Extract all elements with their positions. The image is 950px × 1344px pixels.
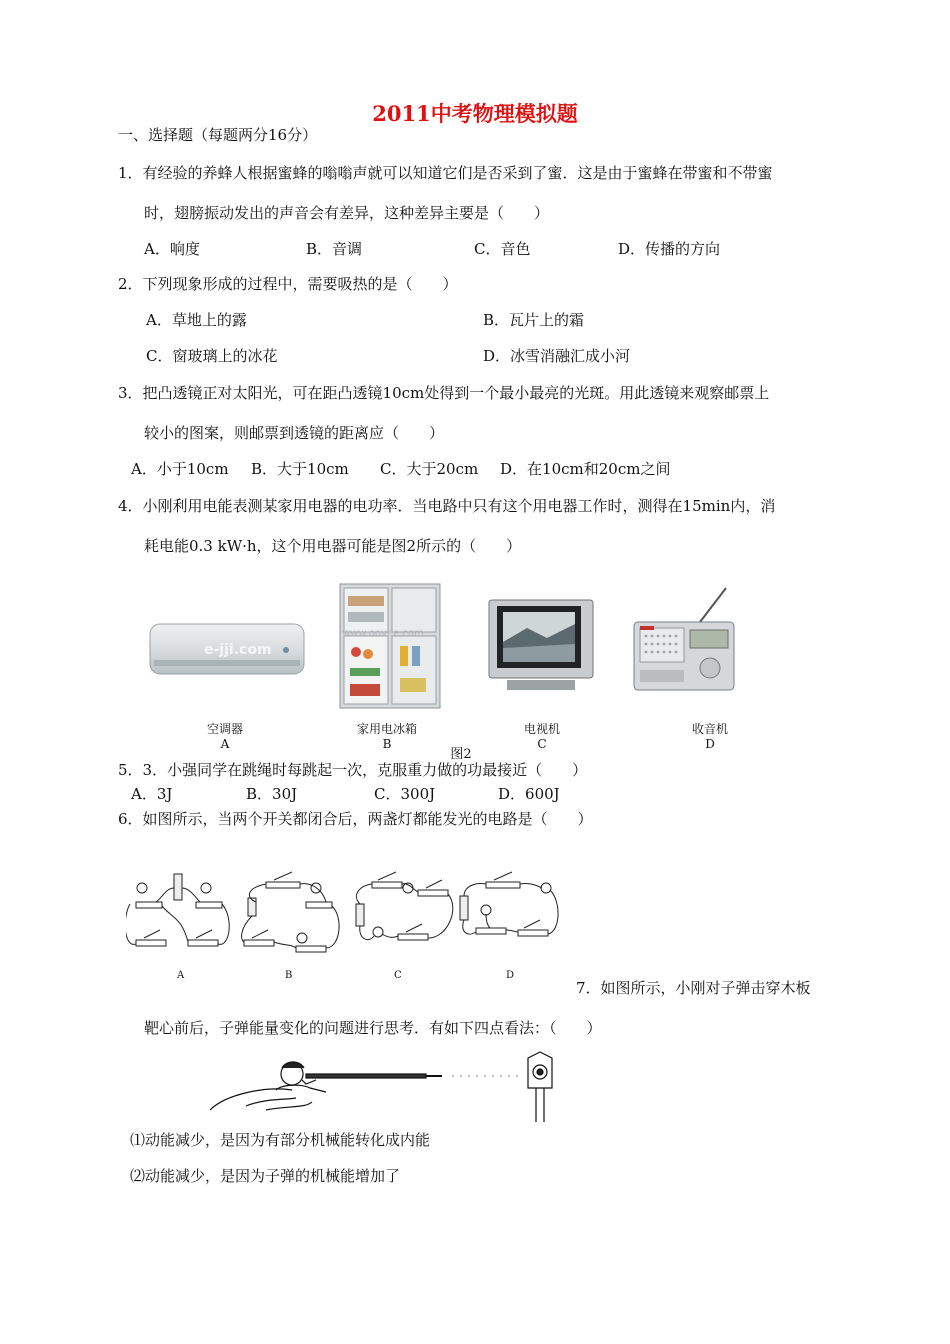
q1-option-d: D．传播的方向	[618, 240, 721, 258]
refrigerator-image	[338, 582, 448, 714]
q7-line1: 7．如图所示，小刚对子弹击穿木板	[576, 979, 811, 997]
circuit-diagrams	[126, 868, 576, 960]
q7-item-2: ⑵动能减少，是因为子弹的机械能增加了	[130, 1167, 401, 1185]
circuit-label-a: A	[177, 970, 185, 981]
q2-option-c: C．窗玻璃上的冰花	[146, 347, 278, 365]
q1-option-a: A．响度	[144, 240, 200, 258]
page-title: 2011中考物理模拟题	[372, 101, 578, 126]
appliance-c-letter: C	[537, 737, 547, 751]
q5-option-c: C．300J	[374, 785, 436, 803]
circuit-d	[460, 872, 558, 936]
q2-option-d: D．冰雪消融汇成小河	[483, 347, 631, 365]
q2-stem: 2．下列现象形成的过程中，需要吸热的是（ ）	[118, 275, 458, 293]
q4-line2: 耗电能0.3 kW·h，这个用电器可能是图2所示的（ ）	[144, 537, 522, 555]
air-conditioner-image	[148, 620, 308, 680]
air-conditioner-watermark: e-jji.com	[204, 642, 272, 658]
q7-item-1: ⑴动能减少，是因为有部分机械能转化成内能	[130, 1131, 431, 1149]
q3-line1: 3．把凸透镜正对太阳光，可在距凸透镜10cm处得到一个最小最亮的光斑。用此透镜来观察邮票上	[118, 384, 770, 402]
circuit-label-d: D	[506, 970, 515, 981]
q2-option-a: A．草地上的露	[146, 311, 247, 329]
q6-stem: 6．如图所示，当两个开关都闭合后，两盏灯都能发光的电路是（ ）	[118, 810, 593, 828]
q4-line1: 4．小刚利用电能表测某家用电器的电功率．当电路中只有这个用电器工作时，测得在15min内，消	[118, 497, 776, 515]
appliance-d-name: 收音机	[691, 722, 728, 736]
appliance-a-name: 空调器	[206, 722, 243, 736]
q5-stem: 5．3．小强同学在跳绳时每跳起一次，克服重力做的功最接近（ ）	[118, 761, 588, 779]
circuit-a	[126, 874, 229, 946]
circuit-b	[242, 872, 339, 952]
q1-option-c: C．音色	[474, 240, 531, 258]
appliance-c-name: 电视机	[523, 722, 560, 736]
q3-line2: 较小的图案，则邮票到透镜的距离应（ ）	[144, 424, 445, 442]
q1-option-b: B．音调	[306, 240, 363, 258]
q3-option-d: D．在10cm和20cm之间	[500, 460, 671, 478]
shooter-target-image	[206, 1050, 586, 1130]
appliance-b-name: 家用电冰箱	[356, 722, 417, 736]
circuit-label-b: B	[285, 970, 293, 981]
appliance-d-letter: D	[705, 737, 715, 751]
circuit-c	[356, 872, 453, 940]
q5-option-a: A．3J	[131, 785, 173, 803]
q7-line2: 靶心前后，子弹能量变化的问题进行思考．有如下四点看法：（ ）	[144, 1019, 602, 1037]
refrigerator-watermark: www.oovee.com	[342, 628, 424, 639]
q2-option-b: B．瓦片上的霜	[483, 311, 585, 329]
appliance-a-letter: A	[220, 737, 230, 751]
section-heading: 一、选择题（每题两分16分）	[118, 126, 318, 144]
appliance-b-letter: B	[382, 737, 392, 751]
q5-option-d: D．600J	[498, 785, 560, 803]
radio-image	[630, 584, 740, 694]
circuit-label-c: C	[394, 970, 402, 981]
q1-line2: 时，翅膀振动发出的声音会有差异，这种差异主要是（ ）	[144, 204, 550, 222]
q3-option-b: B．大于10cm	[251, 460, 349, 478]
q3-option-c: C．大于20cm	[380, 460, 479, 478]
q1-line1: 1．有经验的养蜂人根据蜜蜂的嗡嗡声就可以知道它们是否采到了蜜．这是由于蜜蜂在带蜜和不带蜜	[118, 164, 773, 182]
q5-option-b: B．30J	[246, 785, 298, 803]
q3-option-a: A．小于10cm	[131, 460, 229, 478]
figure-2-label: 图2	[450, 747, 472, 762]
television-image	[487, 598, 597, 694]
